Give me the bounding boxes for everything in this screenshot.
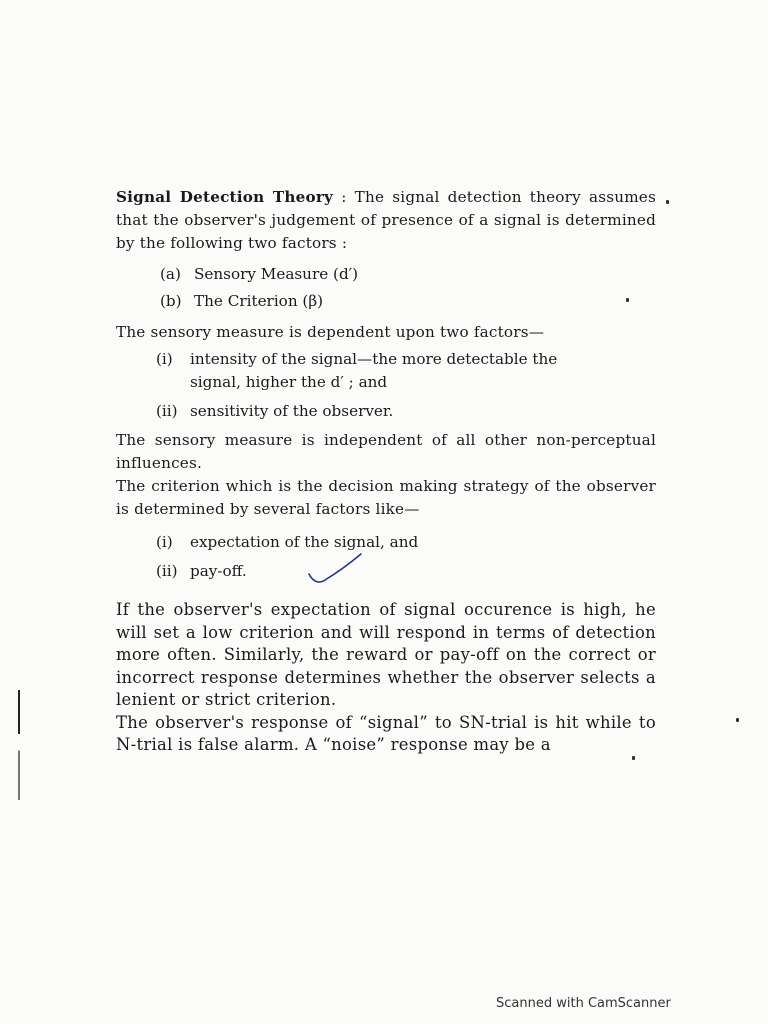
expectation-paragraph: If the observer's expectation of signal occurence is high, he will set a low criterion and will respond in terms of detection more often. Similarly, the reward or pay-off on the correct or incorrect response determines whether the observer selects a lenient or strict criterion. — [116, 600, 656, 709]
criterion-factor-item — [156, 560, 656, 583]
scan-speck — [736, 718, 739, 722]
scan-edge-mark — [18, 690, 20, 800]
scan-speck — [632, 756, 635, 760]
sensory-factor-marker: (i) — [156, 350, 173, 368]
factor-marker: (b) — [160, 292, 182, 310]
sensory-factor-marker: (ii) — [156, 402, 178, 420]
scanner-watermark: Scanned with CamScanner — [496, 996, 671, 1011]
factor-item-b — [160, 288, 656, 315]
spacer — [116, 589, 656, 599]
sensory-factor-text: sensitivity of the observer. — [190, 402, 394, 420]
response-paragraph: The observer's response of “signal” to SN-trial is hit while to N-trial is false alarm. A “noise” response may be a — [116, 712, 656, 754]
factor-item-a — [160, 261, 656, 288]
factor-marker: (a) — [160, 265, 181, 283]
sensory-factor-item — [156, 400, 656, 423]
factor-list — [160, 261, 656, 315]
document-body — [116, 186, 656, 757]
sensory-factor-text: intensity of the signal—the more detectable the — [190, 350, 558, 368]
scan-speck — [666, 200, 669, 204]
factor-text: The Criterion (β) — [194, 292, 324, 310]
criterion-factor-text: expectation of the signal, and — [190, 533, 419, 551]
sensory-factor-continuation: signal, higher the d′ ; and — [190, 373, 388, 391]
intro-text: : The signal detection theory assumes that the observer's judgement of presence of a signal is determined by the following two factors : — [116, 188, 656, 252]
independence-paragraph: The sensory measure is independent of all other non-perceptual influences. — [116, 431, 656, 472]
handwritten-tick-mark — [305, 552, 365, 588]
criterion-factor-item — [156, 531, 656, 554]
section-heading: Signal Detection Theory — [116, 188, 334, 206]
criterion-factor-list — [156, 531, 656, 583]
sensory-factor-list — [156, 348, 656, 423]
criterion-factor-marker: (i) — [156, 533, 173, 551]
criterion-intro-paragraph: The criterion which is the decision making strategy of the observer is determined by several factors like— — [116, 477, 656, 518]
factor-text: Sensory Measure (d′) — [194, 265, 359, 283]
scan-speck — [626, 298, 629, 302]
criterion-factor-text: pay-off. — [190, 562, 247, 580]
sensory-factor-item — [156, 348, 656, 394]
sensory-dependence-line: The sensory measure is dependent upon two factors— — [116, 323, 545, 341]
criterion-factor-marker: (ii) — [156, 562, 178, 580]
intro-paragraph — [116, 186, 656, 255]
